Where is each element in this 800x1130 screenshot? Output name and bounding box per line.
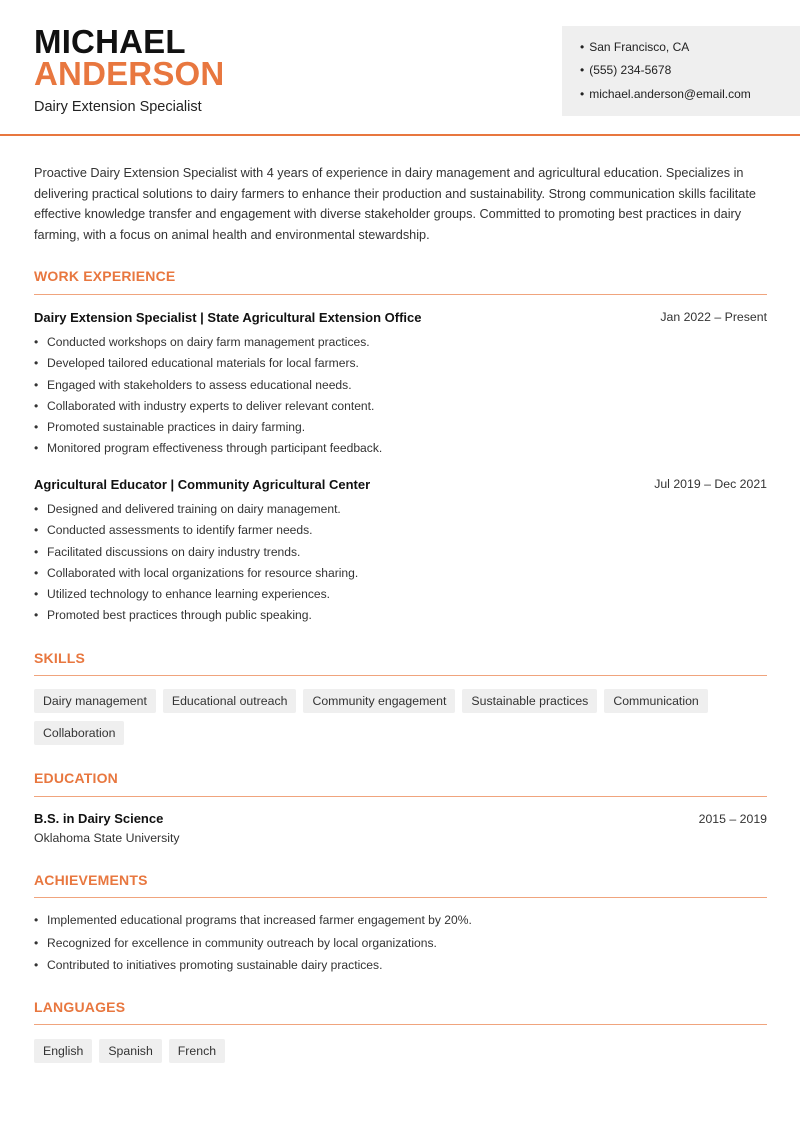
- section-title-languages: LANGUAGES: [34, 999, 126, 1015]
- list-item: • Utilized technology to enhance learning experiences.: [34, 584, 358, 605]
- section-divider: [34, 294, 767, 295]
- resume-header: [0, 0, 800, 136]
- list-item: • Collaborated with local organizations for resource sharing.: [34, 563, 358, 584]
- skill-tag: Sustainable practices: [462, 689, 597, 713]
- school-name: Oklahoma State University: [34, 831, 180, 845]
- contact-location: • San Francisco, CA: [580, 40, 689, 54]
- first-name: MICHAEL: [34, 23, 186, 60]
- contact-email[interactable]: • michael.anderson@email.com: [580, 87, 751, 101]
- achievements-list: [34, 909, 472, 977]
- language-tag: English: [34, 1039, 92, 1063]
- section-divider: [34, 675, 767, 676]
- list-item: • Recognized for excellence in community outreach by local organizations.: [34, 932, 472, 955]
- job-bullets-1: [34, 332, 382, 460]
- list-item: • Implemented educational programs that increased farmer engagement by 20%.: [34, 909, 472, 932]
- list-item: • Promoted sustainable practices in dairy farming.: [34, 417, 382, 438]
- section-title-skills: SKILLS: [34, 650, 85, 666]
- skill-tag: Educational outreach: [163, 689, 297, 713]
- list-item: • Conducted workshops on dairy farm management practices.: [34, 332, 382, 353]
- skill-tag: Collaboration: [34, 721, 124, 745]
- section-title-achievements: ACHIEVEMENTS: [34, 872, 148, 888]
- job-dates-2: Jul 2019 – Dec 2021: [654, 477, 767, 491]
- job-dates-1: Jan 2022 – Present: [660, 310, 767, 324]
- job-title: Dairy Extension Specialist: [34, 99, 202, 115]
- degree-name: B.S. in Dairy Science: [34, 811, 164, 826]
- list-item: • Designed and delivered training on dairy management.: [34, 499, 358, 520]
- list-item: • Engaged with stakeholders to assess educational needs.: [34, 375, 382, 396]
- skill-tag: Dairy management: [34, 689, 156, 713]
- list-item: • Monitored program effectiveness through participant feedback.: [34, 438, 382, 459]
- list-item: • Conducted assessments to identify farmer needs.: [34, 520, 358, 541]
- list-item: • Developed tailored educational materials for local farmers.: [34, 353, 382, 374]
- section-title-education: EDUCATION: [34, 770, 118, 786]
- contact-box: [562, 26, 800, 116]
- skills-list: [34, 689, 724, 745]
- skill-tag: Communication: [604, 689, 707, 713]
- job-title-2: Agricultural Educator | Community Agricultural Center: [34, 477, 371, 492]
- education-dates: 2015 – 2019: [698, 812, 767, 826]
- section-divider: [34, 796, 767, 797]
- section-title-work: WORK EXPERIENCE: [34, 268, 176, 284]
- list-item: • Collaborated with industry experts to deliver relevant content.: [34, 396, 382, 417]
- list-item: • Facilitated discussions on dairy industry trends.: [34, 542, 358, 563]
- last-name: ANDERSON: [34, 55, 225, 92]
- list-item: • Contributed to initiatives promoting sustainable dairy practices.: [34, 954, 472, 977]
- skill-tag: Community engagement: [303, 689, 455, 713]
- list-item: • Promoted best practices through public speaking.: [34, 605, 358, 626]
- contact-phone: • (555) 234-5678: [580, 63, 671, 77]
- job-bullets-2: [34, 499, 358, 627]
- section-divider: [34, 897, 767, 898]
- job-title-1: Dairy Extension Specialist | State Agricultural Extension Office: [34, 310, 422, 325]
- language-tag: Spanish: [99, 1039, 161, 1063]
- summary-paragraph: Proactive Dairy Extension Specialist with 4 years of experience in dairy management and agricultural education. Specializes in delivering practical solutions to dairy farmers to enhance their production and sustainability. Strong communication skills facilitate effective knowledge transfer and engagement with diverse stakeholder groups. Committed to promoting best practices in dairy farming, with a focus on animal health and environmental stewardship.: [34, 166, 756, 243]
- section-divider: [34, 1024, 767, 1025]
- language-tag: French: [169, 1039, 225, 1063]
- languages-list: [34, 1039, 724, 1063]
